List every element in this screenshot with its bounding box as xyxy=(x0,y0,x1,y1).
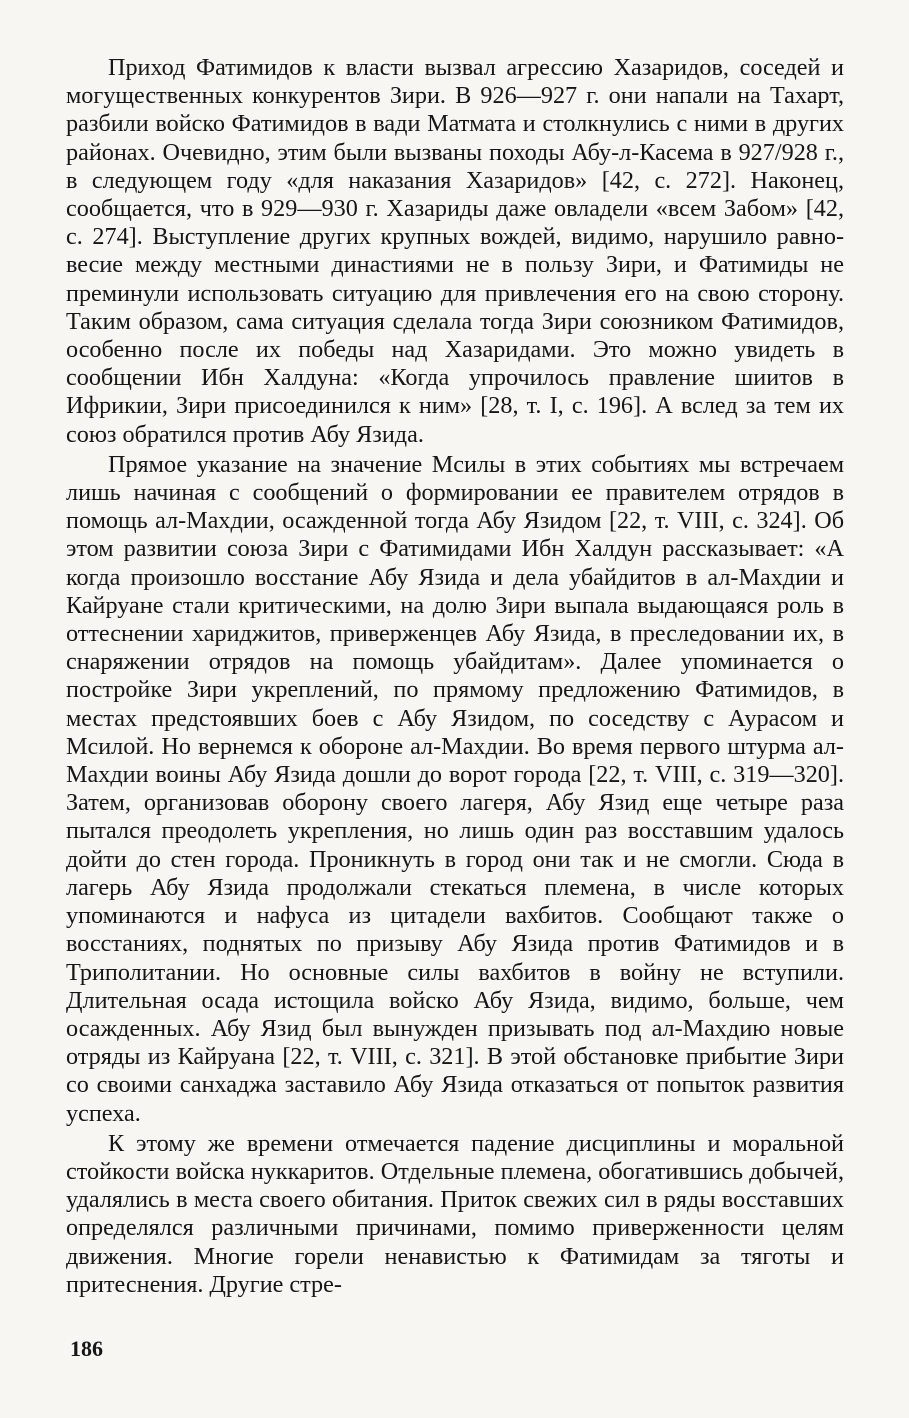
paragraph-3: К этому же времени отмечается падение дисциплины и моральной стойкости войска нуккаритов. Отдельные племена, обогатившись добычей, удалялись в места своего обитания. Приток свежих сил в ряды восставших определялся различными причинами, помимо приверженности целям движения. Многие горели ненавистью к Фатимидам за тяготы и притеснения. Другие стре- xyxy=(66,1129,844,1298)
page-number: 186 xyxy=(70,1336,103,1361)
paragraph-2: Прямое указание на значение Мсилы в этих событиях мы встречаем лишь начиная с сообщений о формировании ее правителем отрядов в помощь ал-Махдии, осажденной тогда Абу Язидом [22, т. VIII, с. 324]. Об этом развитии союза Зири с Фатимидами Ибн Халдун рассказывает: «А когда произошло восстание Абу Язида и дела убайдитов в ал-Махдии и Кайруане стали критическими, на долю Зири выпала выдающаяся роль в оттеснении хариджитов, приверженцев Абу Язида, в преследовании их, в снаряжении отрядов на помощь убайдитам». Далее упоминается о постройке Зири укреплений, по прямому предложению Фатимидов, в местах предстоявших боев с Абу Язидом, по соседству с Аурасом и Мсилой. Но вернемся к обороне ал-Махдии. Во время первого штурма ал-Махдии воины Абу Язида дошли до ворот города [22, т. VIII, с. 319—320]. Затем, организовав оборону своего лагеря, Абу Язид еще четыре раза пытался преодолеть укрепления, но лишь один раз восставшим удалось дойти до стен города. Проникнуть в город они так и не смогли. Сюда в лагерь Абу Язида продолжали стекаться племена, в числе которых упоминаются и нафуса из цитадели вахбитов. Сообщают также о восстаниях, поднятых по призыву Абу Язида против Фатимидов и в Триполитании. Но основные силы вахбитов в войну не вступили. Длительная осада истощила войско Абу Язида, видимо, больше, чем осажденных. Абу Язид был вынужден призывать под ал-Махдию новые отряды из Кайруана [22, т. VIII, с. 321]. В этой обстановке прибытие Зири со своими санхаджа заставило Абу Язида отказаться от попыток развития успеха. xyxy=(66,450,844,1127)
book-page-text xyxy=(66,54,844,1299)
paragraph-1: Приход Фатимидов к власти вызвал агрессию Хазаридов, соседей и могущественных конкурентов Зири. В 926—927 г. они напали на Тахарт, разбили войско Фатимидов в вади Матмата и столкнулись с ними в других районах. Очевидно, этим были вызваны походы Абу-л-Касема в 927/928 г., в следующем году «для наказания Хазаридов» [42, с. 272]. Наконец, сообщается, что в 929—930 г. Хазариды даже овладели «всем Забом» [42, с. 274]. Выступление других крупных вождей, видимо, нарушило равновесие между местными династиями не в пользу Зири, и Фатимиды не преминули использовать ситуацию для привлечения его на свою сторону. Таким образом, сама ситуация сделала тогда Зири союзником Фатимидов, особенно после их победы над Хазаридами. Это можно увидеть в сообщении Ибн Халдуна: «Когда упрочилось правление шиитов в Ифрикии, Зири присоединился к ним» [28, т. I, с. 196]. А вслед за тем их союз обратился против Абу Язида. xyxy=(66,54,844,448)
